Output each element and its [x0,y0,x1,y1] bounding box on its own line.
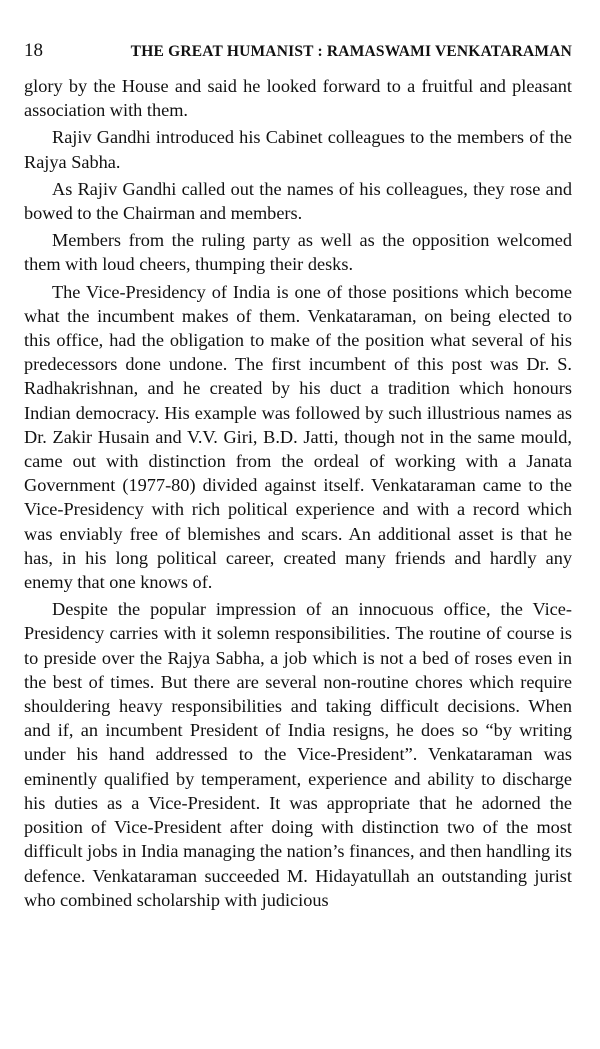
paragraph: The Vice-Presidency of India is one of those positions which become what the incumbent makes of them. Venkataraman, on being elected to this office, had the obligation to make of the position what several of his predecessors done undone. The first incumbent of this post was Dr. S. Radhakrishnan, and he created by his duct a tradition which honours Indian democracy. His example was followed by such illustrious names as Dr. Zakir Husain and V.V. Giri, B.D. Jatti, though not in the same mould, came out with distinction from the ordeal of working with a Janata Government (1977-80) divided against itself. Venkataraman came to the Vice-Presidency with rich political experience and with a record which was enviably free of blemishes and scars. An additional asset is that he has, in his long political career, created many friends and hardly any enemy that one knows of. [24,281,572,593]
paragraph: glory by the House and said he looked forward to a fruitful and pleasant association with them. [24,76,572,121]
running-title: THE GREAT HUMANIST : RAMASWAMI VENKATARAMAN [130,43,572,60]
running-header [24,40,572,74]
body-text [24,74,572,912]
paragraph: As Rajiv Gandhi called out the names of his colleagues, they rose and bowed to the Chairman and members. [24,178,572,224]
paragraph: Rajiv Gandhi introduced his Cabinet colleagues to the members of the Rajya Sabha. [24,127,572,172]
page-number: 18 [24,40,43,61]
paragraph: Members from the ruling party as well as the opposition welcomed them with loud cheers, thumping their desks. [24,230,572,275]
paragraph: Despite the popular impression of an innocuous office, the Vice-Presidency carries with it solemn responsibilities. The routine of course is to preside over the Rajya Sabha, a job which is not a bed of roses even in the best of times. But there are several non-routine chores which require shouldering heavy responsibilities and taking difficult decisions. When and if, an incumbent President of India resigns, he does so “by writing under his hand addressed to the Vice-President”. Venkataraman was eminently qualified by temperament, experience and ability to discharge his duties as a Vice-President. It was appropriate that he adorned the position of Vice-President after doing with distinction two of the most difficult jobs in India managing the nation’s finances, and then handling its defence. Venkataraman succeeded M. Hidayatullah an outstanding jurist who combined scholarship with judicious [24,599,572,910]
